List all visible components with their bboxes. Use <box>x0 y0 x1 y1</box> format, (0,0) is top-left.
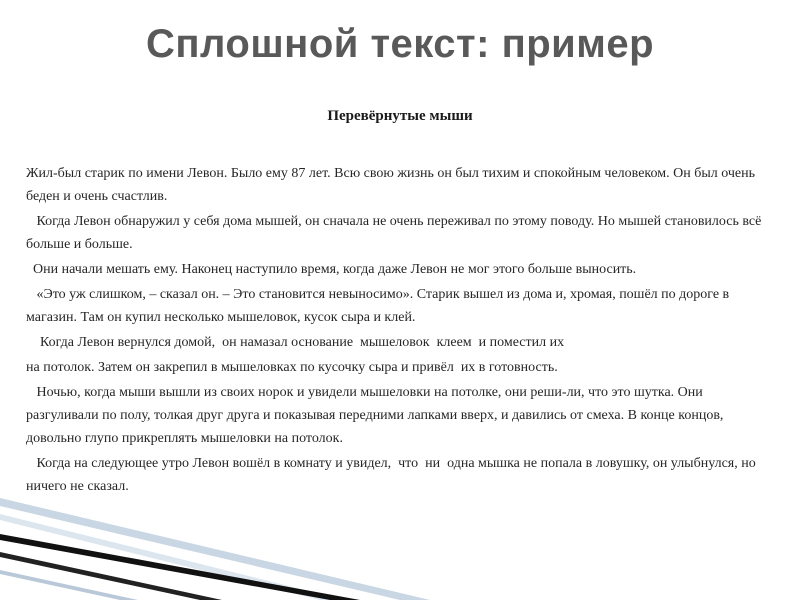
paragraph: «Это уж слишком, – сказал он. – Это становится невыносимо». Старик вышел из дома и, хромая, пошёл по дороге в магазин. Там он купил несколько мышеловок, кусок сыра и клей. <box>26 287 733 325</box>
paragraph: Когда на следующее утро Левон вошёл в комнату и увидел, что ни одна мышка не попала в ловушку, он улыбнулся, но ничего не сказал. <box>26 456 760 494</box>
slide-title: Сплошной текст: пример <box>145 22 655 66</box>
dark-stripe <box>0 552 222 600</box>
dark-stripe <box>0 534 360 600</box>
paragraph: Жил-был старик по имени Левон. Было ему 87 лет. Всю свою жизнь он был тихим и спокойным человеком. Он был очень беден и очень счастлив. <box>26 166 759 204</box>
paragraph: Они начали мешать ему. Наконец наступило время, когда даже Левон не мог этого больше выносить. <box>26 262 637 277</box>
story-title: Перевёрнутые мыши <box>327 108 473 124</box>
paragraph: на потолок. Затем он закрепил в мышеловках по кусочку сыра и привёл их в готовность. <box>26 360 558 375</box>
paragraph: Когда Левон обнаружил у себя дома мышей, он сначала не очень переживал по этому поводу. Но мышей становилось всё больше и больше. <box>26 214 765 252</box>
story-text <box>26 162 778 500</box>
paragraph: Когда Левон вернулся домой, он намазал основание мышеловок клеем и поместил их <box>26 335 565 350</box>
light-stripe <box>0 570 138 600</box>
light-stripe <box>0 514 345 600</box>
paragraph: Ночью, когда мыши вышли из своих норок и увидели мышеловки на потолке, они реши-ли, что это шутка. Они разгуливали по полу, толкая друг друга и показывая передними лапками вверх, и давились от смеха. В конце концов, довольно глупо прикреплять мышеловки на потолок. <box>26 385 727 446</box>
light-stripe <box>0 498 430 600</box>
